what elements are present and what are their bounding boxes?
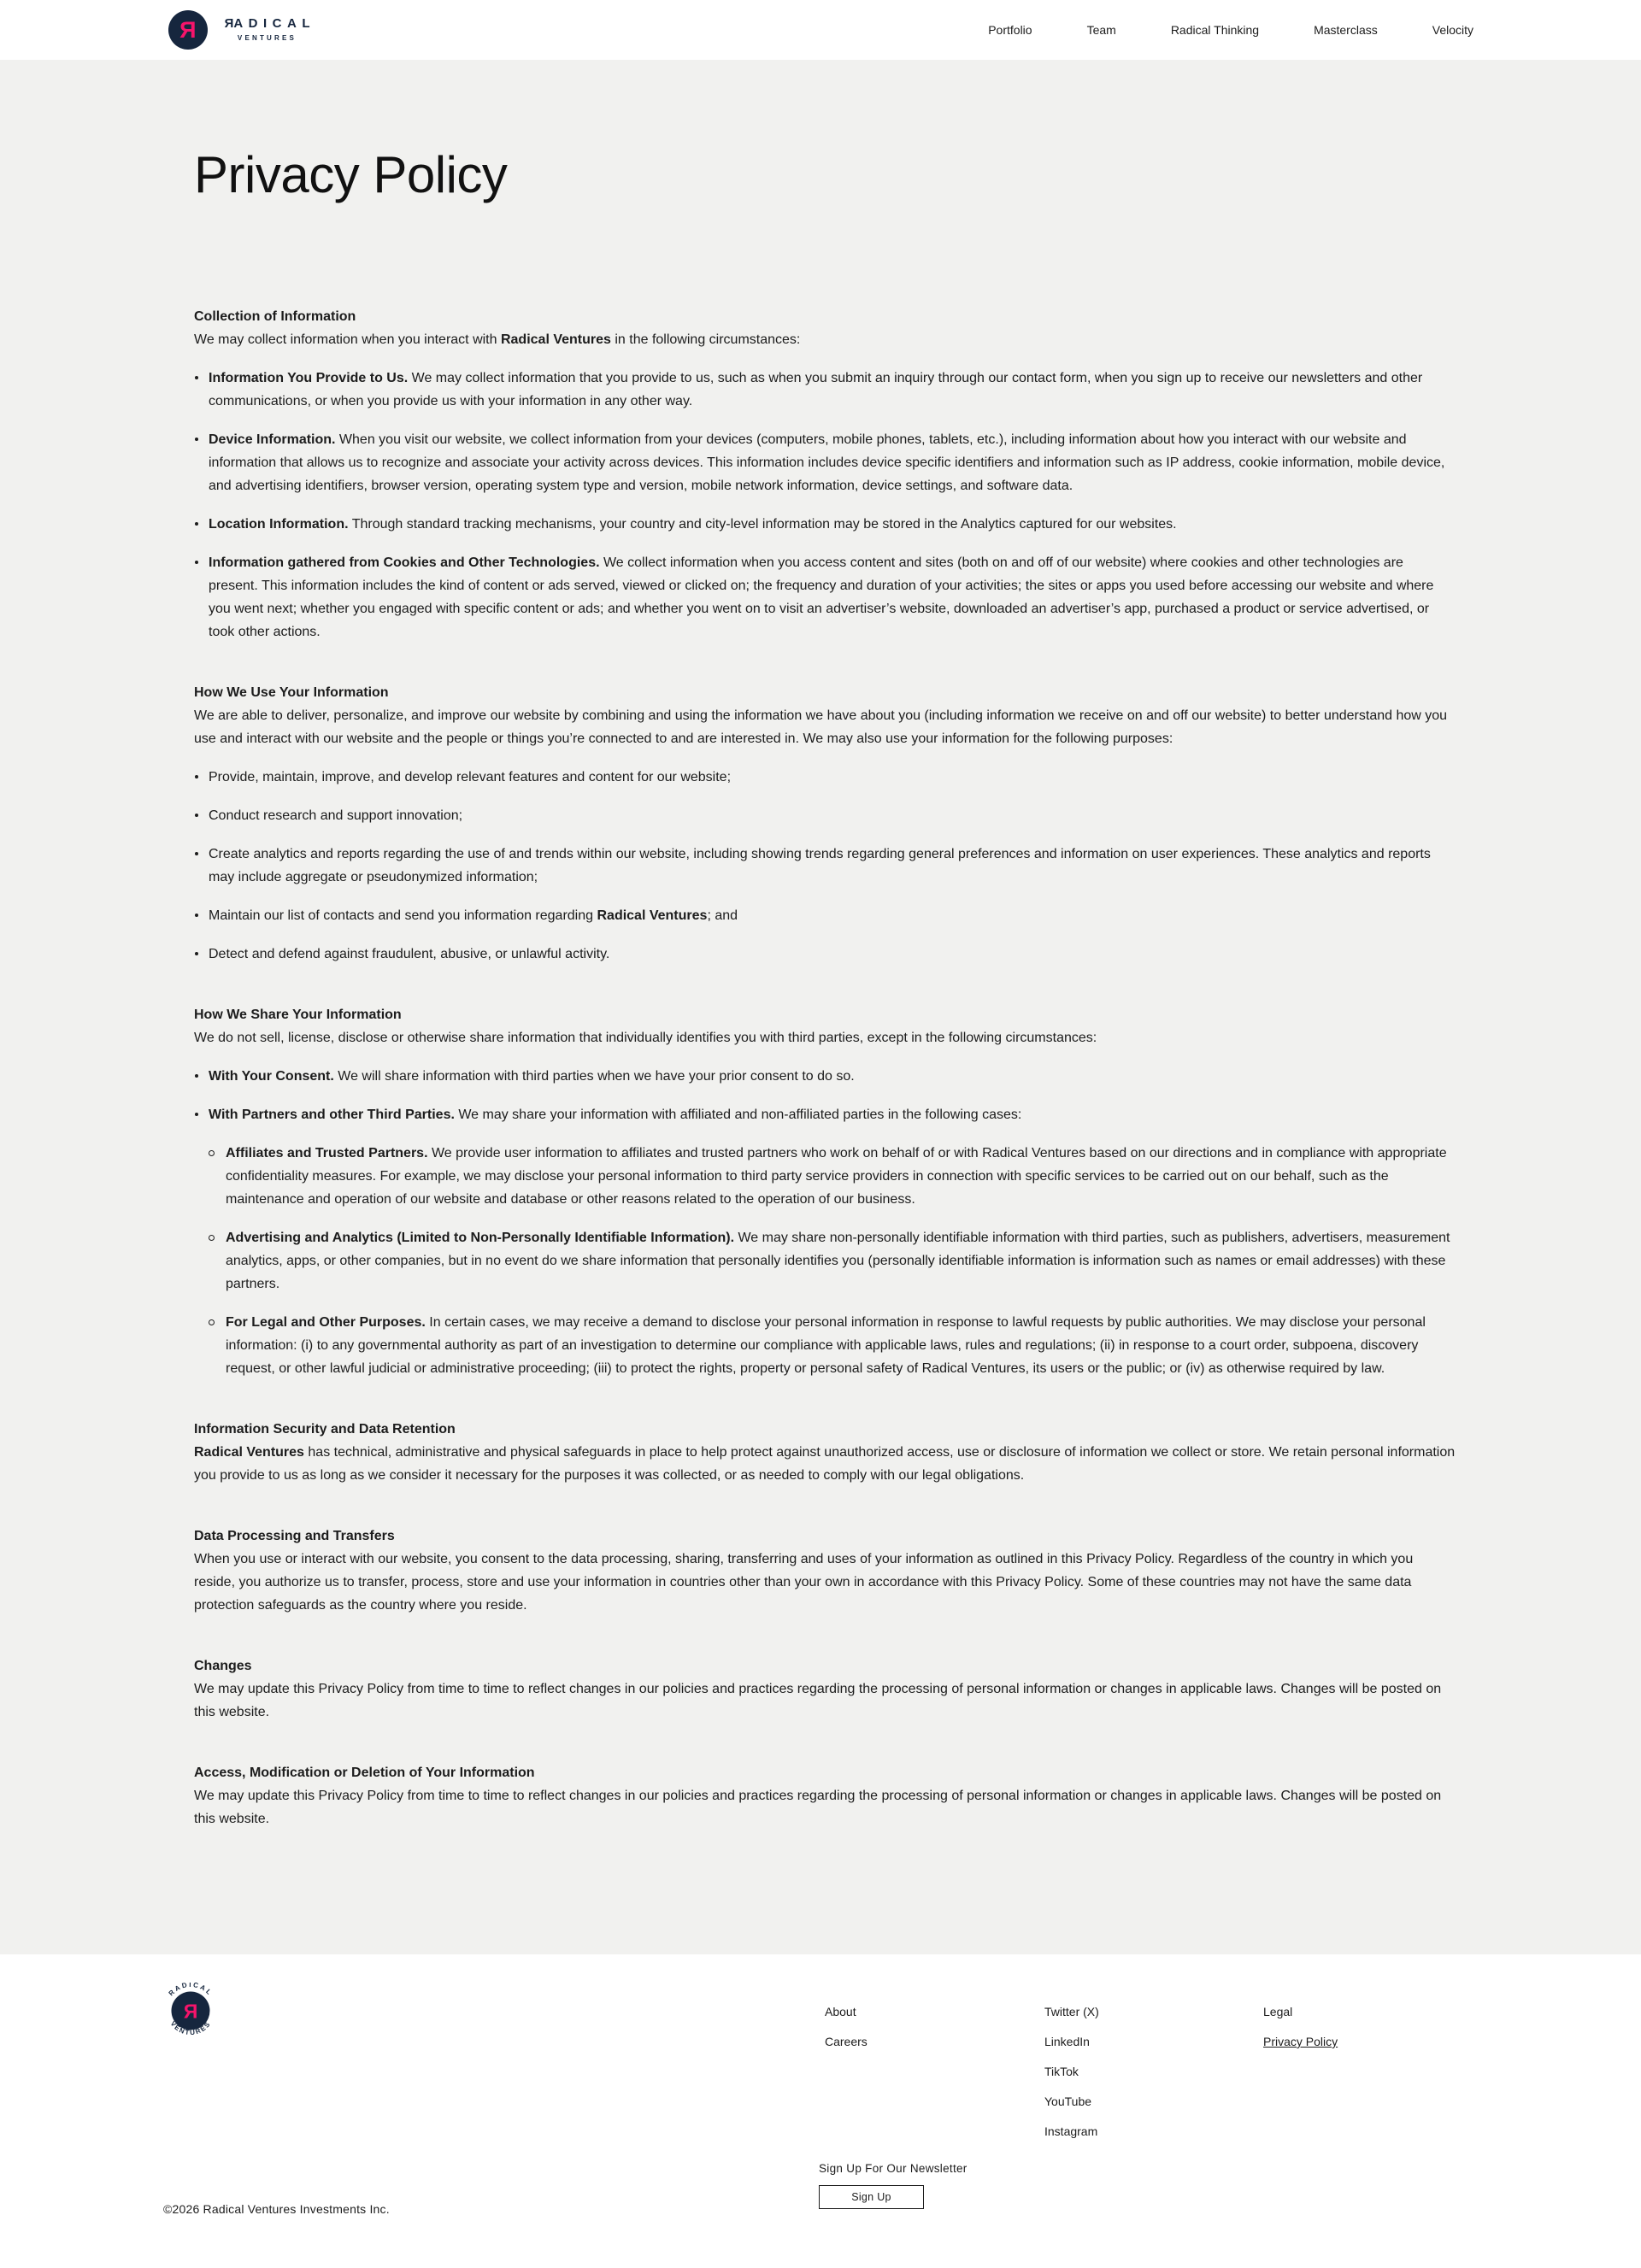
svg-text:VENTURES: VENTURES [168, 2019, 213, 2037]
list-item [194, 804, 1456, 827]
newsletter-block [819, 2162, 968, 2209]
sub-list-item [208, 1226, 1456, 1296]
intro-text: We do not sell, license, disclose or otherwise share information that individually identifies you with third parties, except in the following circumstances: [194, 1031, 1097, 1045]
intro-text: We are able to deliver, personalize, and improve our website by combining and using the information we have about you (including information we receive on and off our website) to better understand how you use and interact with our website and the people or things you’re connected to and are interested in. We may also use your information for the following purposes: [194, 708, 1448, 746]
logo-wordmark-main [219, 16, 315, 32]
section-intro [194, 1026, 1456, 1049]
bullet-marker [194, 804, 209, 827]
svg-text:R: R [183, 2000, 198, 2023]
section-collection-of-information [194, 305, 1456, 643]
circle-bullet-marker [208, 1311, 226, 1380]
content-area [0, 60, 1641, 1954]
nav-item-team[interactable]: Team [1086, 23, 1116, 37]
bullet-pre: Maintain our list of contacts and send you information regarding [209, 908, 597, 923]
list-item [194, 766, 1456, 789]
r-mark-icon: R [179, 16, 197, 43]
bullet-bold: Affiliates and Trusted Partners. [226, 1146, 428, 1160]
section-intro [194, 328, 1456, 351]
section-heading: How We Use Your Information [194, 685, 389, 700]
footer-logo-badge[interactable] [162, 1983, 219, 2039]
bullet-post: Through standard tracking mechanisms, your country and city-level information may be stored in the Analytics captured for our websites. [348, 517, 1177, 532]
list-item-text [209, 513, 1456, 536]
bullet-marker [194, 843, 209, 889]
footer-legal-label: Legal [1263, 2005, 1293, 2018]
logo-wordmark-initial: R [219, 16, 234, 32]
bullet-bold: Location Information. [209, 517, 349, 532]
list-item [194, 904, 1456, 927]
section-how-we-share [194, 1003, 1456, 1380]
footer-link-tiktok[interactable]: TikTok [1044, 2065, 1079, 2078]
bullet-bold: With Your Consent. [209, 1069, 334, 1084]
section-heading: Collection of Information [194, 309, 356, 324]
bullet-list [194, 1065, 1456, 1380]
section-how-we-use [194, 681, 1456, 966]
nav-item-velocity[interactable]: Velocity [1432, 23, 1473, 37]
section-intro [194, 704, 1456, 750]
bullet-pre: Create analytics and reports regarding the use of and trends within our website, including showing trends regarding general preferences and information on user experiences. These analytics and reports may include aggregate or pseudonymized information; [209, 847, 1431, 884]
site-footer [0, 1954, 1641, 2268]
intro-bold: Radical Ventures [500, 332, 611, 347]
radical-ventures-logo-icon [168, 10, 208, 50]
bullet-list [194, 766, 1456, 966]
bullet-bold: With Partners and other Third Parties. [209, 1108, 455, 1122]
bullet-list [194, 367, 1456, 643]
bullet-post: We may share non-personally identifiable information with third parties, such as publishers, advertisers, measurement analytics, apps, or other companies, but in no event do we share information that personally identifies you (personally identifiable information is information such as names or email addresses) with these partners. [226, 1231, 1450, 1291]
newsletter-signup-button[interactable]: Sign Up [819, 2185, 924, 2209]
section-heading: How We Share Your Information [194, 1008, 402, 1022]
header-logo[interactable] [168, 10, 315, 50]
bullet-bold: Radical Ventures [597, 908, 708, 923]
bullet-bold: Information You Provide to Us. [209, 371, 409, 385]
sub-list-item [208, 1311, 1456, 1380]
footer-link-linkedin[interactable]: LinkedIn [1044, 2035, 1090, 2048]
list-item-text [209, 904, 1456, 927]
list-item-text [209, 843, 1456, 889]
footer-column-social [1044, 1997, 1099, 2147]
list-item [194, 428, 1456, 497]
bullet-bold: Information gathered from Cookies and Other Technologies. [209, 555, 600, 570]
section-paragraph [194, 1784, 1456, 1830]
section-paragraph [194, 1677, 1456, 1724]
bullet-marker [194, 1103, 209, 1126]
bullet-marker [194, 551, 209, 643]
bullet-post: We provide user information to affiliates and trusted partners who work on behalf of or with Radical Ventures based on our directions and in compliance with appropriate confidentiality measures. For example, we may disclose your personal information to third party service providers in connection with specific services to be carried out on our behalf, such as the maintenance and operation of our website and database or other reasons related to the operation of our business. [226, 1146, 1447, 1207]
section-heading: Changes [194, 1659, 252, 1673]
bullet-marker [194, 513, 209, 536]
logo-wordmark-rest: ADICAL [233, 16, 316, 32]
section-paragraph [194, 1548, 1456, 1617]
circle-bullet-marker [208, 1226, 226, 1296]
site-header [0, 0, 1641, 60]
list-item-text [209, 367, 1456, 413]
bullet-marker [194, 367, 209, 413]
para-post: has technical, administrative and physical safeguards in place to help protect against unauthorized access, use or disclosure of information we collect or store. We retain personal information you provide to us as long as we consider it necessary for the purposes it was collected, or as needed to comply with our legal obligations. [194, 1445, 1456, 1483]
section-information-security [194, 1418, 1456, 1487]
para-pre: We may update this Privacy Policy from time to time to reflect changes in our policies and practices regarding the processing of personal information or changes in applicable laws. Changes will be posted on this website. [194, 1789, 1442, 1826]
list-item [194, 513, 1456, 536]
section-paragraph [194, 1441, 1456, 1487]
bullet-bold: Advertising and Analytics (Limited to Non-Personally Identifiable Information). [226, 1231, 735, 1245]
sub-list-item-text [226, 1226, 1456, 1296]
newsletter-label: Sign Up For Our Newsletter [819, 2162, 968, 2175]
bullet-post: ; and [707, 908, 738, 923]
logo-wordmark-sub: VENTURES [237, 34, 297, 43]
section-data-processing [194, 1525, 1456, 1617]
logo-wordmark [219, 16, 315, 43]
bullet-bold: Device Information. [209, 432, 336, 447]
list-item-text [209, 1065, 1456, 1088]
bullet-post: We will share information with third parties when we have your prior consent to do so. [333, 1069, 855, 1084]
nav-item-portfolio[interactable]: Portfolio [988, 23, 1032, 37]
radical-ventures-badge-icon [162, 1983, 219, 2039]
sub-list-item-text [226, 1142, 1456, 1211]
bullet-marker [194, 943, 209, 966]
nav-item-masterclass[interactable]: Masterclass [1314, 23, 1378, 37]
svg-text:RADICAL: RADICAL [167, 1983, 215, 1998]
page-title: Privacy Policy [194, 146, 508, 203]
para-pre: When you use or interact with our website, you consent to the data processing, sharing, transferring and uses of your information as outlined in this Privacy Policy. Regardless of the country in which you reside, you authorize us to transfer, process, store and use your information in countries other than your own in accordance with this Privacy Policy. Some of these countries may not have the same data protection safeguards as the country where you reside. [194, 1552, 1414, 1613]
footer-column-company [825, 1997, 868, 2057]
bullet-marker [194, 766, 209, 789]
bullet-post: When you visit our website, we collect information from your devices (computers, mobile phones, tablets, etc.), including information about how you interact with our website and information that allows us to recognize and associate your activity across devices. This information includes device specific identifiers and information such as IP address, cookie information, mobile device, and advertising identifiers, browser version, operating system type and version, mobile network information, device settings, and software data. [209, 432, 1445, 493]
sub-bullet-list [208, 1142, 1456, 1380]
footer-link-privacy-policy[interactable]: Privacy Policy [1263, 2035, 1338, 2048]
bullet-pre: Detect and defend against fraudulent, abusive, or unlawful activity. [209, 947, 610, 961]
bullet-pre: Conduct research and support innovation; [209, 808, 463, 823]
list-item [194, 551, 1456, 643]
section-heading: Data Processing and Transfers [194, 1529, 395, 1543]
para-bold: Radical Ventures [194, 1445, 304, 1460]
list-item [194, 1103, 1456, 1126]
footer-link-twitter[interactable]: Twitter (X) [1044, 2005, 1099, 2018]
intro-text-post: in the following circumstances: [610, 332, 801, 347]
footer-link-about[interactable]: About [825, 2005, 856, 2018]
bullet-marker [194, 904, 209, 927]
content-container [194, 145, 1456, 1830]
sub-list-item-text [226, 1311, 1456, 1380]
bullet-marker [194, 1065, 209, 1088]
bullet-post: In certain cases, we may receive a demand to disclose your personal information in response to lawful requests by public authorities. We may disclose your personal information: (i) to any governmental authority as part of an investigation to determine our compliance with applicable laws, rules and regulations; (ii) in response to a court order, subpoena, discovery request, or other lawful judicial or administrative proceeding; (iii) to protect the rights, property or personal safety of Radical Ventures, its users or the public; or (iv) as otherwise required by law. [226, 1315, 1426, 1376]
footer-link-instagram[interactable]: Instagram [1044, 2124, 1098, 2138]
list-item-text [209, 766, 1456, 789]
para-pre: We may update this Privacy Policy from time to time to reflect changes in our policies and practices regarding the processing of personal information or changes in applicable laws. Changes will be posted on this website. [194, 1682, 1442, 1719]
section-heading: Access, Modification or Deletion of Your Information [194, 1766, 535, 1780]
list-item-text [209, 551, 1456, 643]
section-access-modification [194, 1761, 1456, 1830]
list-item [194, 843, 1456, 889]
list-item-text [209, 1103, 1456, 1126]
footer-link-youtube[interactable]: YouTube [1044, 2095, 1092, 2108]
list-item [194, 367, 1456, 413]
bullet-pre: Provide, maintain, improve, and develop relevant features and content for our website; [209, 770, 732, 784]
intro-text: We may collect information when you interact with [194, 332, 501, 347]
sub-list-item [208, 1142, 1456, 1211]
list-item [194, 1065, 1456, 1088]
section-heading: Information Security and Data Retention [194, 1422, 456, 1437]
bullet-post: We may share your information with affiliated and non-affiliated parties in the following cases: [454, 1108, 1022, 1122]
list-item-text [209, 804, 1456, 827]
section-changes [194, 1654, 1456, 1724]
bullet-post: We may collect information that you provide to us, such as when you submit an inquiry through our contact form, when you sign up to receive our newsletters and other communications, or when you provide us with your information in any other way. [209, 371, 1423, 408]
circle-bullet-marker [208, 1142, 226, 1211]
nav-item-radical-thinking[interactable]: Radical Thinking [1170, 23, 1260, 37]
list-item [194, 943, 1456, 966]
bullet-marker [194, 428, 209, 497]
list-item-text [209, 943, 1456, 966]
footer-link-careers[interactable]: Careers [825, 2035, 868, 2048]
copyright-text: ©2026 Radical Ventures Investments Inc. [163, 2202, 390, 2216]
bullet-bold: For Legal and Other Purposes. [226, 1315, 426, 1330]
list-item-text [209, 428, 1456, 497]
footer-column-legal [1263, 1997, 1338, 2057]
bullet-post: We collect information when you access content and sites (both on and off of our website) where cookies and other technologies are present. This information includes the kind of content or ads served, viewed or clicked on; the frequency and duration of your activities; the sites or apps you used before accessing our website and where you went next; whether you engaged with specific content or ads; and whether you went on to visit an advertiser’s website, downloaded an advertiser’s app, purchased a product or service advertised, or took other actions. [209, 555, 1434, 639]
main-nav [988, 23, 1473, 37]
